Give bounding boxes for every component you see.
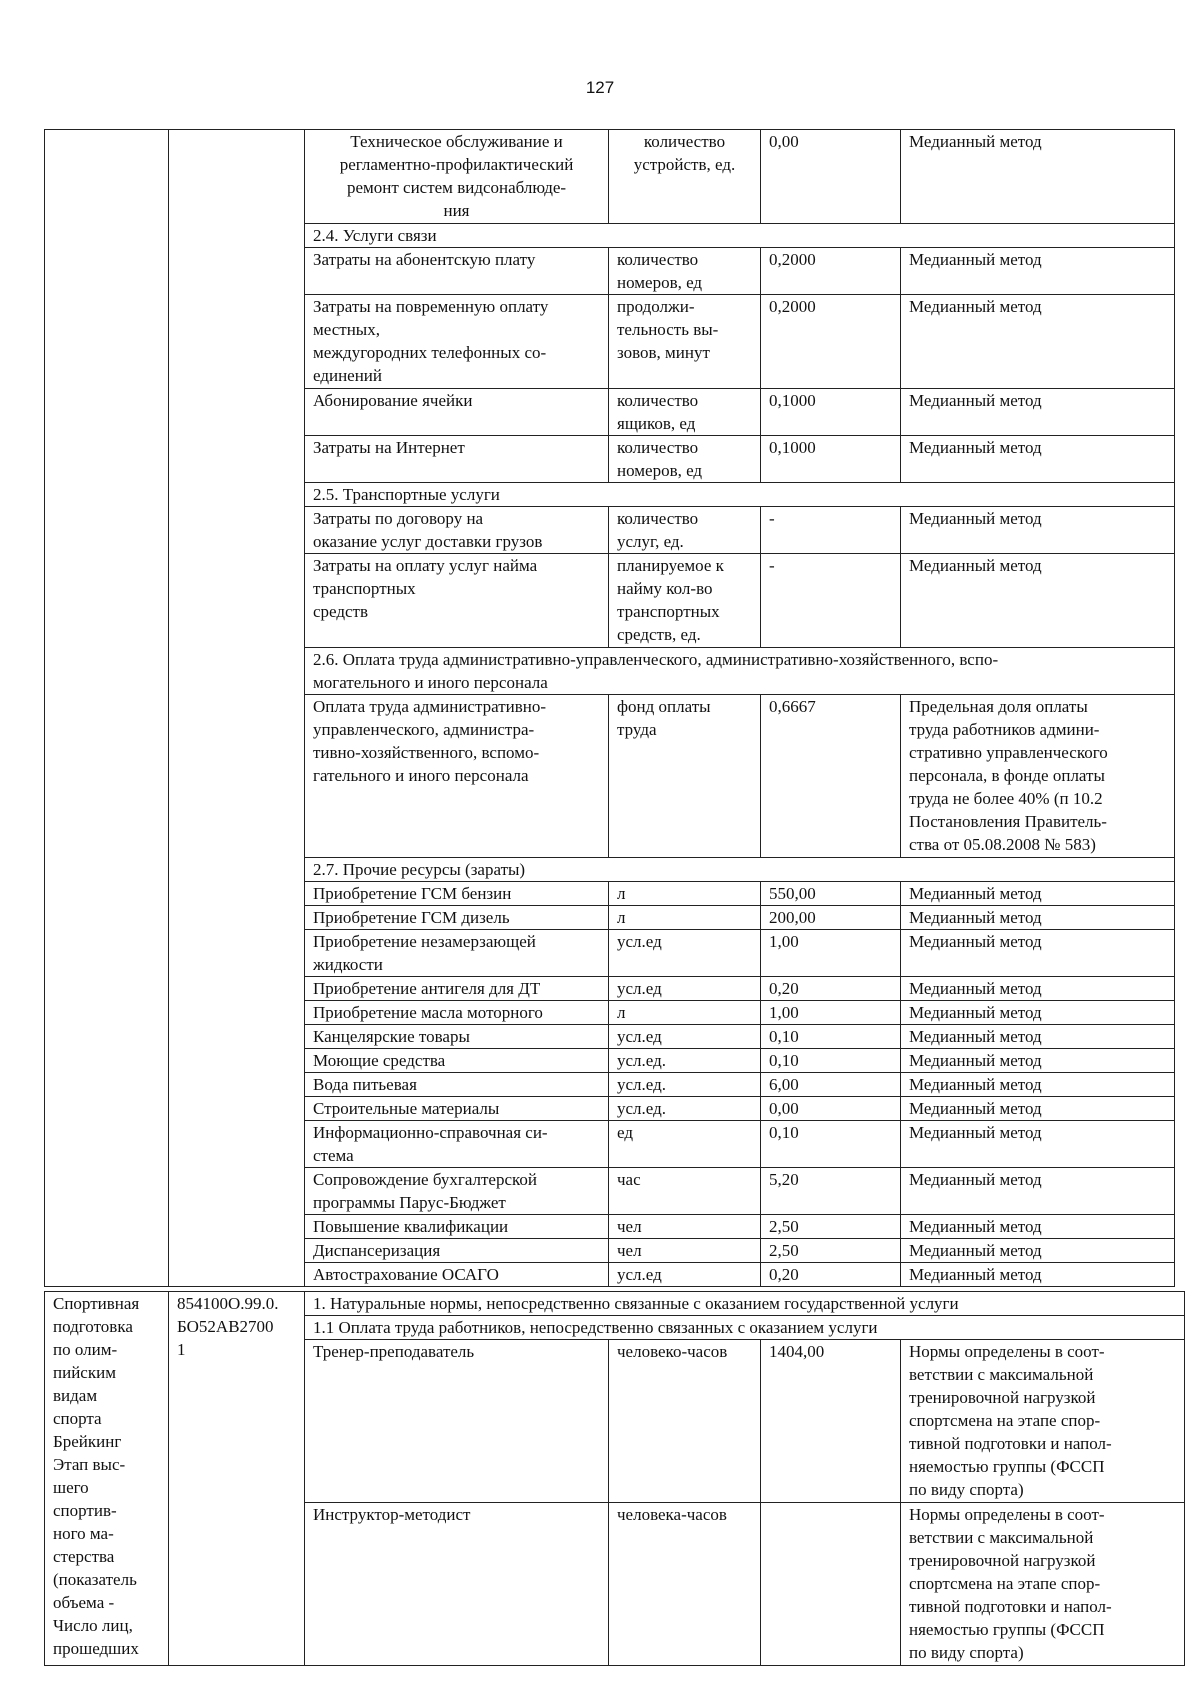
cost-item-name: Диспансеризация [305, 1239, 609, 1263]
cost-item-method: Медианный метод [901, 1073, 1175, 1097]
cost-item-method: Медианный метод [901, 906, 1175, 930]
cost-item-unit: количество услуг, ед. [609, 507, 761, 554]
cost-item-unit: чел [609, 1239, 761, 1263]
cost-item-name: Оплата труда административно- управленческого, администра- тивно-хозяйственного, вспомо- гательного и иного персонала [305, 695, 609, 858]
cost-item-value: 200,00 [761, 906, 901, 930]
cost-item-value: 5,20 [761, 1168, 901, 1215]
service-code-cell: 854100О.99.0. БО52АВ2700 1 [169, 1292, 305, 1666]
cost-item-method: Медианный метод [901, 130, 1175, 224]
cost-item-value: 550,00 [761, 882, 901, 906]
cost-item-unit: усл.ед. [609, 1097, 761, 1121]
cost-item-method: Медианный метод [901, 295, 1175, 389]
section-heading: 2.7. Прочие ресурсы (зараты) [305, 858, 1175, 882]
cost-item-unit: л [609, 1001, 761, 1025]
cost-item-name: Затраты на оплату услуг найма транспортных средств [305, 554, 609, 648]
cost-item-name: Техническое обслуживание и регламентно-профилактический ремонт систем видсонаблюде- ния [305, 130, 609, 224]
section-heading: 2.5. Транспортные услуги [305, 483, 1175, 507]
page-number: 127 [585, 78, 615, 97]
cost-item-value: 6,00 [761, 1073, 901, 1097]
cost-item-method: Медианный метод [901, 977, 1175, 1001]
cost-item-name: Затраты по договору на оказание услуг доставки грузов [305, 507, 609, 554]
cost-item-name: Автострахование ОСАГО [305, 1263, 609, 1287]
cost-item-value: 0,10 [761, 1049, 901, 1073]
cost-item-method: Медианный метод [901, 1097, 1175, 1121]
table-row [45, 130, 1175, 224]
section-heading: 1. Натуральные нормы, непосредственно связанные с оказанием государственной услуги [305, 1292, 1185, 1316]
cost-item-name: Приобретение масла моторного [305, 1001, 609, 1025]
cost-item-unit: л [609, 906, 761, 930]
cost-item-method: Медианный метод [901, 1263, 1175, 1287]
cost-item-name: Затраты на повременную оплату местных, междугородних телефонных со- единений [305, 295, 609, 389]
cost-item-unit: планируемое к найму кол-во транспортных средств, ед. [609, 554, 761, 648]
cost-item-unit: фонд оплаты труда [609, 695, 761, 858]
cost-item-value: 1,00 [761, 1001, 901, 1025]
cost-item-unit: усл.ед [609, 977, 761, 1001]
cost-item-unit: ед [609, 1121, 761, 1168]
staff-value [761, 1503, 901, 1666]
section-heading: 2.4. Услуги связи [305, 224, 1175, 248]
cost-item-value: 0,20 [761, 1263, 901, 1287]
cost-item-name: Приобретение незамерзающей жидкости [305, 930, 609, 977]
cost-item-value: 0,2000 [761, 248, 901, 295]
cost-item-value: 0,00 [761, 130, 901, 224]
cost-item-method: Медианный метод [901, 1215, 1175, 1239]
sport-service-table [44, 1291, 1185, 1666]
cost-item-value: 0,1000 [761, 436, 901, 483]
cost-item-value: 2,50 [761, 1215, 901, 1239]
cost-item-method: Медианный метод [901, 436, 1175, 483]
cost-item-name: Моющие средства [305, 1049, 609, 1073]
cost-item-method: Медианный метод [901, 1049, 1175, 1073]
staff-unit: человеко-часов [609, 1340, 761, 1503]
cost-item-name: Строительные материалы [305, 1097, 609, 1121]
cost-item-unit: усл.ед [609, 1263, 761, 1287]
staff-unit: человека-часов [609, 1503, 761, 1666]
cost-item-unit: количество номеров, ед [609, 248, 761, 295]
cost-item-name: Затраты на абонентскую плату [305, 248, 609, 295]
cost-item-unit: количество устройств, ед. [609, 130, 761, 224]
cost-item-method: Медианный метод [901, 930, 1175, 977]
cost-item-name: Приобретение ГСМ бензин [305, 882, 609, 906]
blank-code-cell [169, 130, 305, 1287]
cost-item-method: Медианный метод [901, 1001, 1175, 1025]
cost-item-name: Информационно-справочная си- стема [305, 1121, 609, 1168]
cost-item-method: Медианный метод [901, 507, 1175, 554]
staff-position: Тренер-преподаватель [305, 1340, 609, 1503]
cost-item-name: Вода питьевая [305, 1073, 609, 1097]
staff-value: 1404,00 [761, 1340, 901, 1503]
staff-position: Инструктор-методист [305, 1503, 609, 1666]
cost-norms-table [44, 129, 1175, 1287]
cost-item-value: 0,1000 [761, 389, 901, 436]
cost-item-name: Приобретение ГСМ дизель [305, 906, 609, 930]
cost-item-unit: л [609, 882, 761, 906]
cost-item-unit: количество номеров, ед [609, 436, 761, 483]
cost-item-method: Медианный метод [901, 1025, 1175, 1049]
cost-item-value: 0,20 [761, 977, 901, 1001]
section-heading: 2.6. Оплата труда административно-управленческого, административно-хозяйственного, вспо- могательного и иного персонала [305, 648, 1175, 695]
cost-item-unit: чел [609, 1215, 761, 1239]
cost-item-value: 0,10 [761, 1025, 901, 1049]
cost-item-unit: усл.ед. [609, 1049, 761, 1073]
cost-item-method: Медианный метод [901, 1121, 1175, 1168]
cost-item-method: Предельная доля оплаты труда работников админи- стративно управленческого персонала, в фонде оплаты труда не более 40% (п 10.2 Постановления Правитель- ства от 05.08.2008 № 583) [901, 695, 1175, 858]
cost-item-name: Затраты на Интернет [305, 436, 609, 483]
cost-item-value: - [761, 554, 901, 648]
cost-item-value: - [761, 507, 901, 554]
cost-item-value: 2,50 [761, 1239, 901, 1263]
cost-item-value: 1,00 [761, 930, 901, 977]
cost-item-name: Абонирование ячейки [305, 389, 609, 436]
cost-item-method: Медианный метод [901, 1168, 1175, 1215]
cost-item-unit: час [609, 1168, 761, 1215]
cost-item-name: Повышение квалификации [305, 1215, 609, 1239]
cost-item-value: 0,6667 [761, 695, 901, 858]
staff-method: Нормы определены в соот- ветствии с максимальной тренировочной нагрузкой спортсмена на этапе спор- тивной подготовки и напол- няемостью группы (ФССП по виду спорта) [901, 1340, 1185, 1503]
cost-item-method: Медианный метод [901, 1239, 1175, 1263]
cost-item-value: 0,2000 [761, 295, 901, 389]
cost-item-unit: продолжи- тельность вы- зовов, минут [609, 295, 761, 389]
table-row [45, 1292, 1185, 1316]
staff-method: Нормы определены в соот- ветствии с максимальной тренировочной нагрузкой спортсмена на этапе спор- тивной подготовки и напол- няемостью группы (ФССП по виду спорта) [901, 1503, 1185, 1666]
cost-item-method: Медианный метод [901, 248, 1175, 295]
cost-item-unit: усл.ед [609, 930, 761, 977]
cost-item-unit: количество ящиков, ед [609, 389, 761, 436]
cost-item-unit: усл.ед. [609, 1073, 761, 1097]
cost-item-method: Медианный метод [901, 554, 1175, 648]
cost-item-name: Сопровождение бухгалтерской программы Парус-Бюджет [305, 1168, 609, 1215]
cost-item-method: Медианный метод [901, 389, 1175, 436]
cost-item-method: Медианный метод [901, 882, 1175, 906]
service-name-cell: Спортивная подготовка по олим- пийским видам спорта Брейкинг Этап выс- шего спортив- ного ма- стерства (показатель объема - Число лиц, прошедших [45, 1292, 169, 1666]
cost-item-name: Приобретение антигеля для ДТ [305, 977, 609, 1001]
cost-item-unit: усл.ед [609, 1025, 761, 1049]
section-heading: 1.1 Оплата труда работников, непосредственно связанных с оказанием услуги [305, 1316, 1185, 1340]
cost-item-name: Канцелярские товары [305, 1025, 609, 1049]
blank-service-cell [45, 130, 169, 1287]
cost-item-value: 0,00 [761, 1097, 901, 1121]
cost-item-value: 0,10 [761, 1121, 901, 1168]
